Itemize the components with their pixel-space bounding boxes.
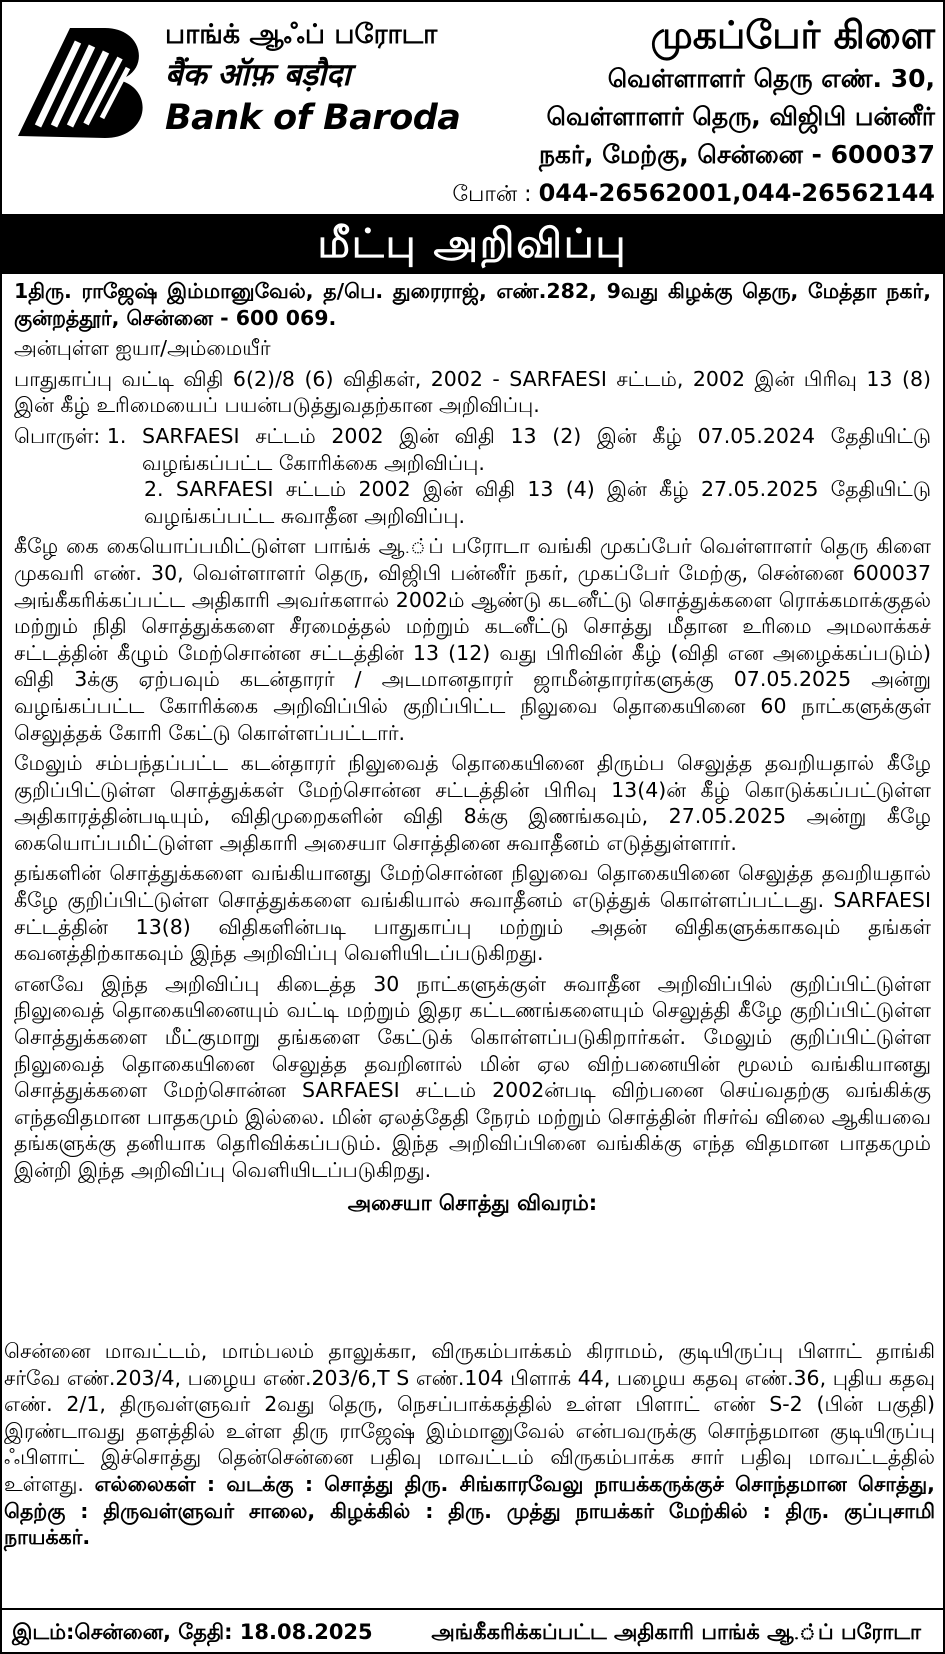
notice-body [14, 278, 931, 1220]
subject-block [14, 423, 931, 529]
address-line-1: வெள்ளாளர் தெரு எண். 30, [607, 64, 935, 93]
logo-wordmark [165, 16, 460, 140]
phone-label: போன் : [452, 182, 532, 207]
property-description: சென்னை மாவட்டம், மாம்பலம் தாலுக்கா, விருகம்பாக்கம் கிராமம், குடியிருப்பு பிளாட் தாங்கி சர்வே எண்.203/4, பழைய எண்.203/6,T S எண்.104 பிளாக் 44, பழைய கதவு எண்.36, புதிய கதவு எண். 2/1, திருவள்ளுவர் 2வது தெரு, நெசப்பாக்கத்தில் உள்ள பிளாட் எண் S-2 (பின் பகுதி) இரண்டாவது தளத்தில் உள்ள திரு ராஜேஷ் இம்மானுவேல் என்பவருக்கு சொந்தமான குடியிருப்பு ஃபிளாட் இச்சொத்து தென்சென்னை பதிவு மாவட்டம் விருகம்பாக்க சார் பதிவு மாவட்டத்தில் உள்ளது. [4, 1339, 935, 1496]
bank-of-baroda-logo-icon [10, 18, 160, 148]
property-section-title: அசையா சொத்து விவரம்: [347, 1190, 598, 1215]
phone-numbers: 044-26562001,044-26562144 [538, 179, 935, 207]
salutation: அன்புள்ள ஐயா/அம்மையீர் [14, 336, 271, 361]
property-details [4, 1338, 935, 1551]
logo-tamil: பாங்க் ஆஃப் பரோடா [165, 19, 438, 50]
paragraph-4: எனவே இந்த அறிவிப்பு கிடைத்த 30 நாட்களுக்குள் சுவாதீன அறிவிப்பில் குறிப்பிட்டுள்ள நிலுவைத் தொகையினையும் வட்டி மற்றும் இதர கட்டணங்களையும் செலுத்தி கீழே குறிப்பிட்டுள்ள சொத்துக்களை மீட்குமாறு தங்களை கேட்டுக் கொள்ளப்படுகிறார்கள். மேலும் குறிப்பிட்டுள்ள நிலுவைத் தொகையினை செலுத்த தவறினால் மின் ஏல விற்பனையின் மூலம் வங்கியானது சொத்துக்களை மேற்சொன்ன SARFAESI சட்டம் 2002ன்படி விற்பனை செய்வதற்கு வங்கிக்கு எந்தவிதமான பாதகமும் இல்லை. மின் ஏலத்தேதி நேரம் மற்றும் சொத்தின் ரிசர்வ் விலை ஆகியவை தங்களுக்கு தனியாக தெரிவிக்கப்படும். இந்த அறிவிப்பினை வங்கிக்கு எந்த விதமான பாதகமும் இன்றி இந்த அறிவிப்பு வெளியிடப்படுகிறது. [14, 971, 931, 1182]
subject-item-2: 2. SARFAESI சட்டம் 2002 இன் விதி 13 (4) இன் கீழ் 27.05.2025 தேதியிட்டு வழங்கப்பட்ட சுவாதீன அறிவிப்பு. [144, 477, 931, 528]
signatory: அங்கீகரிக்கப்பட்ட அதிகாரி பாங்க் ஆ.்ப் பரோடா [431, 1620, 921, 1644]
subject-label: பொருள்: 1. [14, 423, 127, 448]
branch-title: முகப்பேர் கிளை [650, 13, 935, 57]
branch-address-block [452, 10, 935, 214]
address-line-2: வெள்ளாளர் தெரு, விஜிபி பன்னீர் [546, 102, 935, 131]
subject-item-1: SARFAESI சட்டம் 2002 இன் விதி 13 (2) இன் கீழ் 07.05.2024 தேதியிட்டு வழங்கப்பட்ட கோரிக்கை அறிவிப்பு. [142, 423, 931, 475]
branch-phone [452, 174, 935, 214]
addressee: 1திரு. ராஜேஷ் இம்மானுவேல், த/பெ. துரைராஜ், எண்.282, 9வது கிழக்கு தெரு, மேத்தா நகர், குன்றத்தூர், சென்னை - 600 069. [14, 279, 931, 330]
property-boundaries: எல்லைகள் : வடக்கு : சொத்து திரு. சிங்காரவேலு நாயக்கருக்குச் சொந்தமான சொத்து, தெற்கு : திருவள்ளுவர் சாலை, கிழக்கில் : திரு. முத்து நாயக்கர் மேற்கில் : திரு. குப்புசாமி நாயக்கர். [4, 1471, 935, 1550]
intro-paragraph: பாதுகாப்பு வட்டி விதி 6(2)/8 (6) விதிகள், 2002 - SARFAESI சட்டம், 2002 இன் பிரிவு 13 (8) இன் கீழ் உரிமையைப் பயன்படுத்துவதற்கான அறிவிப்பு. [14, 366, 931, 418]
notice-title-banner: மீட்பு அறிவிப்பு [2, 214, 943, 274]
place-date: இடம்:சென்னை, தேதி: 18.08.2025 [12, 1620, 373, 1644]
paragraph-2: மேலும் சம்பந்தப்பட்ட கடன்தாரர் நிலுவைத் தொகையினை திரும்ப செலுத்த தவறியதால் கீழே குறிப்பிட்டுள்ள சொத்துக்கள் மேற்சொன்ன சட்டத்தின் பிரிவு 13(4)ன் கீழ் கொடுக்கப்பட்டுள்ள அதிகாரத்தின்படியும், விதிமுறைகளின் விதி 8க்கு இணங்கவும், 27.05.2025 அன்று கீழே கையொப்பமிட்டுள்ள அதிகாரி அசையா சொத்தினை சுவாதீனம் எடுத்துள்ளார். [14, 751, 931, 855]
paragraph-1: கீழே கை கையொப்பமிட்டுள்ள பாங்க் ஆ.்ப் பரோடா வங்கி முகப்பேர் வெள்ளாளர் தெரு கிளை முகவரி எண். 30, வெள்ளாளர் தெரு, விஜிபி பன்னீர் நகர், முகப்பேர் மேற்கு, சென்னை 600037 அங்கீகரிக்கப்பட்ட அதிகாரி அவர்களால் 2002ம் ஆண்டு கடனீட்டு சொத்துக்களை ரொக்கமாக்குதல் மற்றும் நிதி சொத்துக்களை சீரமைத்தல் மற்றும் கடனீட்டு சொத்து மீதான உரிமை அமலாக்கச் சட்டத்தின் கீழும் மேற்சொன்ன சட்டத்தின் 13 (12) வது பிரிவின் கீழ் (விதி என அழைக்கப்படும்) விதி 3க்கு ஏற்பவும் கடன்தாரர் / அடமானதாரர் ஜாமீன்தாரர்களுக்கு 07.05.2025 அன்று வழங்கப்பட்ட கோரிக்கை அறிவிப்பில் குறிப்பிட்ட நிலுவை தொகையினை 60 நாட்களுக்குள் செலுத்தக் கோரி கேட்டு கொள்ளப்பட்டார். [14, 534, 931, 745]
logo-hindi: बैंक ऑफ़ बड़ौदा [165, 57, 351, 93]
address-line-3: நகர், மேற்கு, சென்னை - 600037 [538, 140, 935, 169]
paragraph-3: தங்களின் சொத்துக்களை வங்கியானது மேற்சொன்ன நிலுவை தொகையினை செலுத்த தவறியதால் கீழே குறிப்பிட்டுள்ள சொத்துக்களை வங்கியால் சுவாதீனம் எடுத்துக் கொள்ளப்பட்டது. SARFAESI சட்டத்தின் 13(8) விதிகளின்படி பாதுகாப்பு மற்றும் அதன் விதிகளுக்காகவும் தங்கள் கவனத்திற்காகவும் இந்த அறிவிப்பு வெளியிடப்படுகிறது. [14, 861, 931, 966]
notice-footer [2, 1608, 943, 1654]
notice-header [2, 2, 943, 212]
logo-english: Bank of Baroda [165, 98, 461, 138]
